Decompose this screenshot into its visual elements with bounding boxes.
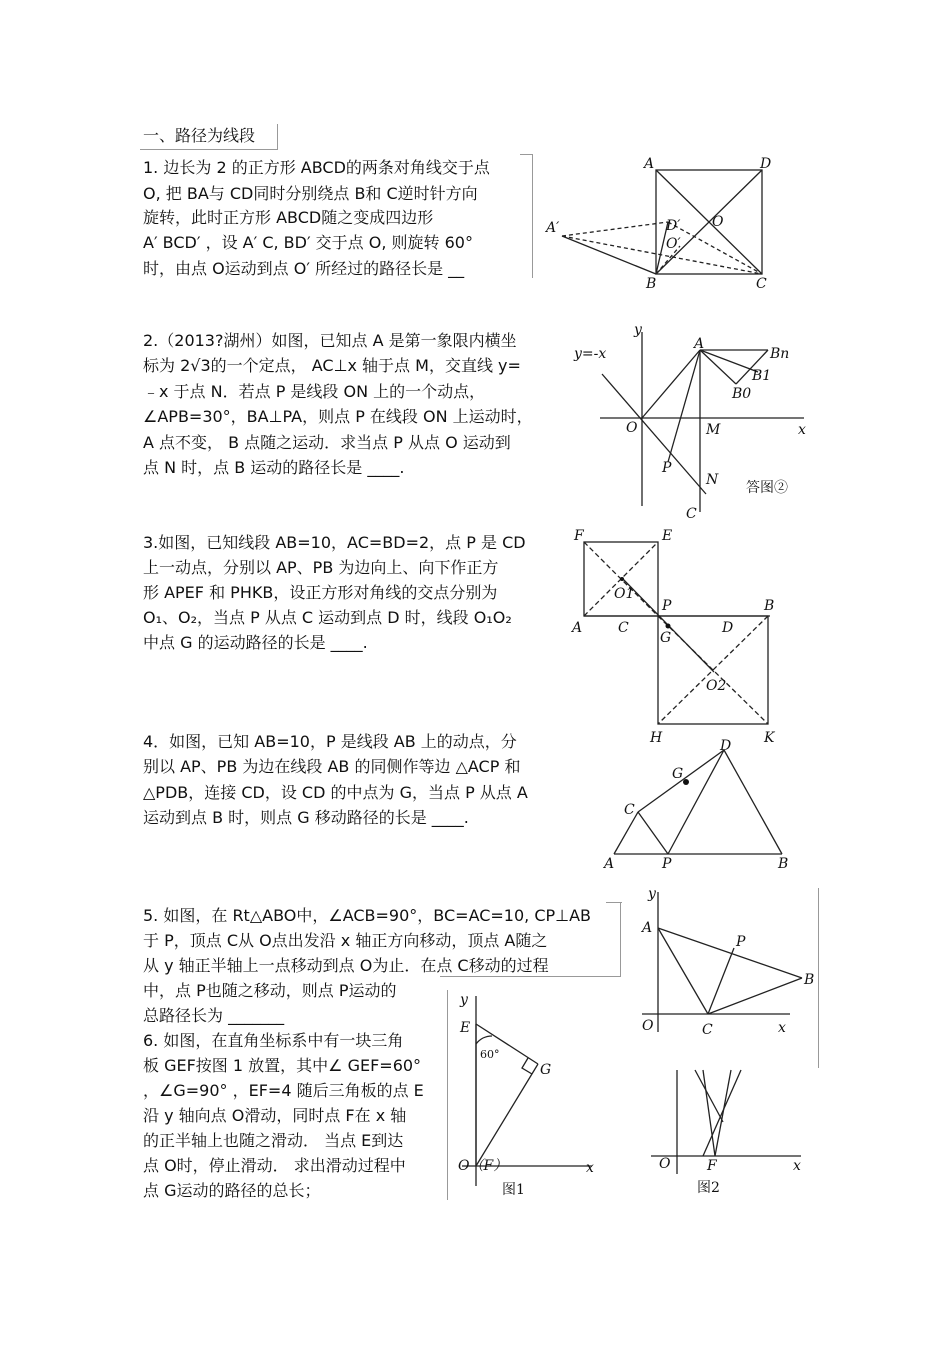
p2-line: 点 N 时，点 B 运动的路径长是 ____. <box>143 458 405 477</box>
p3-line: 3.如图，已知线段 AB=10，AC=BD=2，点 P 是 CD <box>143 533 526 552</box>
fig2-label: N <box>706 472 719 488</box>
p6-frame-left <box>447 990 448 1200</box>
fig1-label: A <box>644 156 655 172</box>
fig3-label: O1 <box>614 586 635 602</box>
fig4-label: C <box>624 802 635 818</box>
p1-frame-top <box>520 154 532 155</box>
fig6b-label: O <box>659 1156 671 1172</box>
p2-line: 标为 2√3的一个定点， AC⊥x 轴于点 M，交直线 y= <box>143 356 521 375</box>
p1-line: A′ BCD′ ，设 A′ C, BD′ 交于点 O, 则旋转 60° <box>143 233 473 252</box>
fig2-label: Bn <box>770 346 790 362</box>
title-frame-right <box>277 124 278 150</box>
figure-5 <box>630 884 820 1044</box>
fig6b-label: F <box>707 1158 717 1174</box>
fig6a-label: y <box>460 992 468 1008</box>
fig5-label: y <box>648 886 656 902</box>
p3-line: 形 APEF 和 PHKB，设正方形对角线的交点分别为 <box>143 583 498 602</box>
p3-line: 中点 G 的运动路径的长是 ____. <box>143 633 368 652</box>
fig5-label: C <box>702 1022 713 1038</box>
p1-line: O, 把 BA与 CD同时分别绕点 B和 C逆时针方向 <box>143 184 478 203</box>
p5-line: 中，点 P也随之移动，则点 P运动的 <box>143 981 397 1000</box>
fig2-label: A <box>694 336 705 352</box>
fig1-label: D′ <box>666 218 681 234</box>
figure-6a <box>452 990 612 1200</box>
fig3-label: F <box>574 528 584 544</box>
p2-line: ﹣x 于点 N．若点 P 是线段 ON 上的一个动点， <box>143 382 486 401</box>
fig4-label: D <box>720 738 732 754</box>
fig5-label: A <box>642 920 653 936</box>
fig2-label: x <box>798 422 806 438</box>
fig6b-caption: 图2 <box>697 1180 720 1196</box>
fig4-label: P <box>662 856 672 871</box>
p6-line: ，∠G=90° ，EF=4 随后三角板的点 E <box>143 1081 424 1100</box>
title-underline <box>140 149 278 150</box>
fig6a-label: O（F） <box>458 1158 508 1174</box>
fig3-label: P <box>662 598 672 614</box>
fig6a-label: G <box>540 1062 552 1078</box>
p1-line: 旋转，此时正方形 ABCD随之变成四边形 <box>143 208 434 227</box>
p2-line: ∠APB=30°，BA⊥PA，则点 P 在线段 ON 上运动时， <box>143 407 533 426</box>
fig2-label: C <box>686 506 697 522</box>
fig1-label: C <box>756 276 767 292</box>
figure-3 <box>570 526 795 748</box>
fig2-label: y <box>634 322 642 338</box>
fig2-label: M <box>706 422 721 438</box>
fig3-label: D <box>722 620 734 636</box>
fig6a-label: E <box>460 1020 471 1036</box>
fig1-label: O <box>712 214 724 230</box>
fig2-label: O <box>626 420 638 436</box>
fig5-label: x <box>778 1020 786 1036</box>
p2-line: 2.（2013?湖州）如图，已知点 A 是第一象限内横坐 <box>143 331 517 350</box>
figure-6b <box>645 1066 815 1201</box>
fig2-label: B0 <box>732 386 752 402</box>
fig5-label: B <box>804 972 815 988</box>
p5-frame-bottom <box>440 976 621 977</box>
p1-line: 时，由点 O运动到点 O′ 所经过的路径长是 __ <box>143 259 465 278</box>
fig1-label: D <box>760 156 772 172</box>
figure-2 <box>572 322 817 522</box>
fig6a-label: x <box>586 1160 594 1176</box>
p6-line: 点 G运动的路径的总长； <box>143 1181 321 1200</box>
p6-line: 6. 如图，在直角坐标系中有一块三角 <box>143 1031 404 1050</box>
p6-line: 的正半轴上也随之滑动． 当点 E到达 <box>143 1131 404 1150</box>
p6-line: 点 O时，停止滑动． 求出滑动过程中 <box>143 1156 406 1175</box>
fig6a-caption: 图1 <box>502 1182 525 1198</box>
p4-line: 4．如图，已知 AB=10，P 是线段 AB 上的动点，分 <box>143 732 517 751</box>
fig3-label: O2 <box>706 678 727 694</box>
p1-line: 1. 边长为 2 的正方形 ABCD的两条对角线交于点 <box>143 158 490 177</box>
fig3-label: H <box>650 730 663 746</box>
fig1-label: O′ <box>666 236 681 252</box>
p3-line: O₁、O₂，当点 P 从点 C 运动到点 D 时，线段 O₁O₂ <box>143 608 512 627</box>
fig5-label: O <box>642 1018 654 1034</box>
fig3-label: C <box>618 620 629 636</box>
fig2-caption: 答图② <box>746 480 788 496</box>
p4-line: △PDB，连接 CD，设 CD 的中点为 G，当点 P 从点 A <box>143 783 528 802</box>
fig3-label: B <box>764 598 775 614</box>
p5-line: 于 P，顶点 C从 O点出发沿 x 轴正方向移动，顶点 A随之 <box>143 931 548 950</box>
figure-1 <box>540 150 780 295</box>
fig2-label: y=-x <box>574 346 607 362</box>
fig6a-label: 60° <box>480 1048 500 1061</box>
fig3-label: G <box>660 630 672 646</box>
fig3-label: K <box>764 730 775 746</box>
p5-line: 从 y 轴正半轴上一点移动到点 O为止．在点 C移动的过程 <box>143 956 549 975</box>
fig3-label: A <box>572 620 583 636</box>
p6-line: 板 GEF按图 1 放置，其中∠ GEF=60° <box>143 1056 422 1075</box>
p5-line: 5. 如图，在 Rt△ABO中，∠ACB=90°，BC=AC=10, CP⊥AB <box>143 906 592 925</box>
fig2-label: P <box>662 460 672 476</box>
fig5-label: P <box>736 934 746 950</box>
section-title: 一、路径为线段 <box>143 126 256 145</box>
fig4-label: G <box>672 766 684 782</box>
p5-line: 总路径长为 _______ <box>143 1006 285 1025</box>
p2-line: A 点不变， B 点随之运动．求当点 P 从点 O 运动到 <box>143 433 511 452</box>
p5-frame-right <box>620 902 621 976</box>
fig4-label: A <box>604 856 615 871</box>
p3-line: 上一动点，分别以 AP、PB 为边向上、向下作正方 <box>143 558 499 577</box>
fig3-label: E <box>662 528 673 544</box>
fig1-label: B <box>646 276 657 292</box>
fig1-label: A′ <box>546 220 560 236</box>
fig4-label: B <box>778 856 789 871</box>
p1-frame-right <box>532 154 533 278</box>
fig2-label: B1 <box>752 368 772 384</box>
p4-line: 别以 AP、PB 为边在线段 AB 的同侧作等边 △ACP 和 <box>143 757 521 776</box>
p4-line: 运动到点 B 时，则点 G 移动路径的长是 ____. <box>143 808 469 827</box>
figure-4 <box>600 736 800 871</box>
p6-line: 沿 y 轴向点 O滑动，同时点 F在 x 轴 <box>143 1106 407 1125</box>
fig6b-label: x <box>793 1158 801 1174</box>
